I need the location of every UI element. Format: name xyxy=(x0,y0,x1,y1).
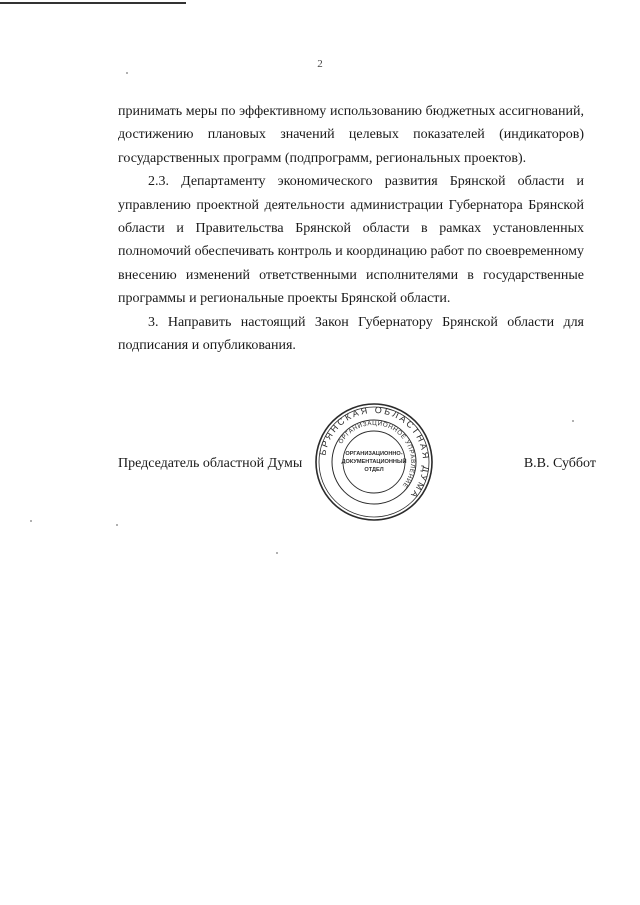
signer-name: В.В. Суббот xyxy=(523,456,596,471)
paragraph-continuation: принимать меры по эффективному использованию бюджетных ассигнований, достижению плановых значений целевых показателей (индикаторов) государственных программ (подпрограмм, региональных проектов). xyxy=(118,104,584,166)
page-number: 2 xyxy=(317,58,323,70)
seal-middle-text: ОРГАНИЗАЦИОННОЕ УПРАВЛЕНИЕ xyxy=(337,419,417,490)
official-seal-stamp xyxy=(312,400,436,524)
scan-speck xyxy=(276,552,278,554)
document-body xyxy=(118,100,584,357)
seal-graphic xyxy=(312,400,436,524)
seal-center-line-1: ОРГАНИЗАЦИОННО- xyxy=(345,451,403,457)
signer-title: Председатель областной Думы xyxy=(118,456,303,471)
seal-outer-text: БРЯНСКАЯ ОБЛАСТНАЯ ДУМА xyxy=(317,404,432,502)
paragraph-3: 3. Направить настоящий Закон Губернатору Брянской области для подписания и опубликования. xyxy=(118,314,584,354)
seal-center-line-3: ОТДЕЛ xyxy=(364,467,384,473)
scan-speck xyxy=(116,524,118,526)
scan-speck xyxy=(30,520,32,522)
top-rule xyxy=(0,2,186,4)
paragraph-2-3: 2.3. Департаменту экономического развития Брянской области и управлению проектной деятельности администрации Губернатора Брянской области и Правительства Брянской области в рамках установленных полномочий обеспечивать контроль и координацию работ по своевременному внесению изменений ответственными исполнителями в государственные программы и региональные проекты Брянской области. xyxy=(118,174,584,307)
scan-speck xyxy=(572,420,574,422)
scan-speck xyxy=(126,72,128,74)
seal-center-line-2: ДОКУМЕНТАЦИОННЫЙ xyxy=(341,459,407,465)
